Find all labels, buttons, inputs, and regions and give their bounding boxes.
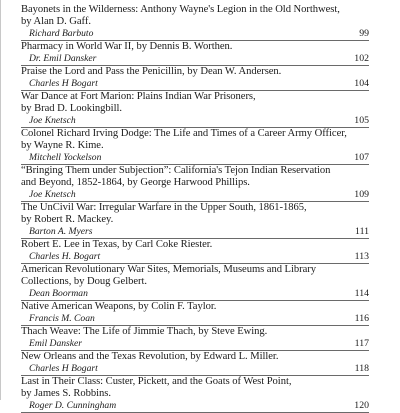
page-number: 107	[354, 152, 369, 164]
review-title-line: Last in Their Class: Custer, Pickett, and the Goats of West Point,	[21, 376, 292, 387]
review-title-line: and Beyond, 1852-1864, by George Harwood Phillips.	[21, 177, 250, 189]
page-number: 113	[354, 251, 369, 263]
reviewer-row	[21, 152, 369, 164]
review-title-line: New Orleans and the Texas Revolution, by Edward L. Miller.	[21, 351, 279, 362]
reviewer-name: Dean Boorman	[29, 288, 88, 300]
reviewer-row	[21, 226, 369, 238]
page-number: 114	[354, 288, 369, 300]
reviewer-row	[21, 338, 369, 350]
page-number: 118	[354, 363, 369, 375]
reviewer-name: Joe Knetsch	[29, 189, 76, 201]
page-number: 120	[354, 400, 369, 412]
review-title-line: American Revolutionary War Sites, Memorials, Museums and Library	[21, 264, 316, 275]
reviewer-row	[21, 53, 369, 65]
reviewer-row	[21, 115, 369, 127]
reviewer-name: Charles H Bogart	[29, 78, 98, 90]
reviewer-name: Charles H Bogart	[29, 363, 98, 375]
reviewer-name: Dr. Emil Dansker	[29, 53, 97, 65]
review-title-line: The UnCivil War: Irregular Warfare in the Upper South, 1861-1865,	[21, 202, 307, 213]
reviewer-name: Barton A. Myers	[29, 226, 93, 238]
review-entry	[21, 128, 369, 164]
review-title-line: Robert E. Lee in Texas, by Carl Coke Riester.	[21, 239, 213, 250]
review-entry	[21, 301, 369, 325]
review-entry	[21, 326, 369, 350]
page-number: 117	[354, 338, 369, 350]
page-number: 111	[355, 226, 369, 238]
reviewer-row	[21, 313, 369, 325]
reviewer-name: Joe Knetsch	[29, 115, 76, 127]
review-title-line: Colonel Richard Irving Dodge: The Life and Times of a Career Army Officer,	[21, 128, 347, 139]
reviewer-row	[21, 78, 369, 90]
review-title-line: Praise the Lord and Pass the Penicillin, by Dean W. Andersen.	[21, 66, 282, 77]
review-entry	[21, 91, 369, 127]
review-entry	[21, 239, 369, 263]
review-entry	[21, 202, 369, 238]
review-title-line: “Bringing Them under Subjection”: California's Tejon Indian Reservation	[21, 165, 331, 176]
reviewer-name: Francis M. Coan	[29, 313, 95, 325]
review-entry	[21, 41, 369, 65]
review-entry	[21, 66, 369, 90]
review-entry	[21, 4, 369, 40]
review-title-line: by Wayne R. Kime.	[21, 140, 104, 152]
reviewer-row	[21, 189, 369, 201]
review-title-line: War Dance at Fort Marion: Plains Indian War Prisoners,	[21, 91, 256, 102]
page-number: 102	[354, 53, 369, 65]
review-title-line: Bayonets in the Wilderness: Anthony Wayne's Legion in the Old Northwest,	[21, 4, 340, 15]
review-title-line: by James S. Robbins.	[21, 388, 111, 400]
reviewer-name: Charles H. Bogart	[29, 251, 101, 263]
review-entry	[21, 165, 369, 201]
reviewer-row	[21, 363, 369, 375]
reviewer-row	[21, 28, 369, 40]
reviewer-name: Emil Dansker	[29, 338, 83, 350]
review-title-line: Pharmacy in World War II, by Dennis B. Worthen.	[21, 41, 233, 52]
review-title-line: Thach Weave: The Life of Jimmie Thach, by Steve Ewing.	[21, 326, 268, 337]
reviewer-name: Roger D. Cunningham	[29, 400, 117, 412]
review-title-line: by Robert R. Mackey.	[21, 214, 114, 226]
review-entry	[21, 264, 369, 300]
review-title-line: Collections, by Doug Gelbert.	[21, 276, 147, 288]
page-number: 109	[354, 189, 369, 201]
review-title-line: by Alan D. Gaff.	[21, 16, 91, 28]
review-title-line: Native American Weapons, by Colin F. Taylor.	[21, 301, 217, 312]
page-number: 105	[354, 115, 369, 127]
reviewer-row	[21, 251, 369, 263]
reviewer-name: Richard Barbuto	[29, 28, 94, 40]
page-number: 104	[354, 78, 369, 90]
page-number: 116	[354, 313, 369, 325]
reviewer-row	[21, 400, 369, 412]
page-number: 99	[359, 28, 369, 40]
reviewer-name: Mitchell Yockelson	[29, 152, 102, 164]
review-entry	[21, 376, 369, 412]
reviewer-row	[21, 288, 369, 300]
review-title-line: by Brad D. Lookingbill.	[21, 103, 122, 115]
review-entry	[21, 351, 369, 375]
